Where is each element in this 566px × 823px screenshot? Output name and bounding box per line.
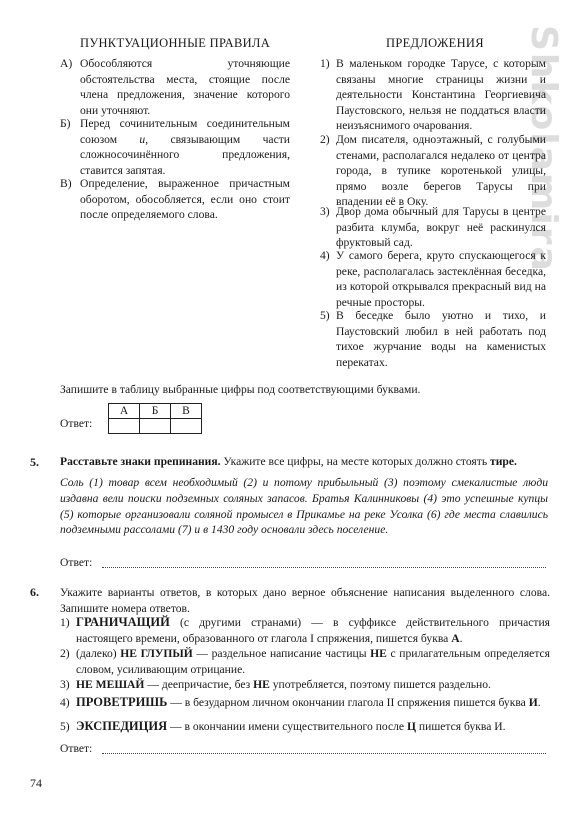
page-number: 74 xyxy=(30,776,42,790)
option-4: 4) ПРОВЕТРИШЬ — в безударном личном окончании глагола II спряжения пишется буква И. xyxy=(60,695,541,709)
rule-b xyxy=(60,116,290,178)
option-3: 3) НЕ МЕШАЙ — деепричастие, без НЕ употребляется, поэтому пишется раздельно. xyxy=(60,678,491,691)
table-instruction: Запишите в таблицу выбранные цифры под соответствующими буквами. xyxy=(60,383,421,396)
sentence-1: 1) В маленьком городке Тарусе, с которым связаны многие страницы жизни и деятельности Константина Георгиевича Паустовского, нельзя не поддаться власти неизъяснимого очарования. xyxy=(320,57,546,133)
rule-label: Б) xyxy=(60,117,71,130)
sentence-5: 5) В беседке было уютно и тихо, и Паустовский любил в ней работать под тихое журчание воды на каменистых перекатах. xyxy=(320,309,546,369)
answer-table xyxy=(108,403,202,434)
answer-cell-c[interactable] xyxy=(171,419,202,434)
table-header-b: Б xyxy=(140,404,171,419)
watermark: Shkolamira xyxy=(523,25,564,273)
rule-text: Обособляются уточняющие обстоятельства места, стоящие после члена предложения, значение которого они уточняют. xyxy=(80,57,290,117)
table-header-c: В xyxy=(171,404,202,419)
left-column-header: ПУНКТУАЦИОННЫЕ ПРАВИЛА xyxy=(80,36,271,50)
task-6-number: 6. xyxy=(30,585,39,599)
rule-c xyxy=(60,176,290,223)
task-5-instruction: Расставьте знаки препинания. Укажите все цифры, на месте которых должно стоять тире. xyxy=(60,455,517,468)
union-word: и xyxy=(139,132,146,146)
option-1: 1) ГРАНИЧАЩИЙ (с другими странами) — в суффиксе действительного причастия настоящего времени, образованного от глагола I спряжения, пишется буква А. xyxy=(60,615,550,645)
task-5-text: Соль (1) товар всем необходимый (2) и потому прибыльный (3) поэтому смекалистые люди издавна вели поиски подземных соляных запасов. Братья Калинниковы (4) это успешные купцы (5) которые организовали соляной промысел в Прикамье на реке Усолка (6) где места славились подземными рассолами (7) и в 1430 году основали здесь поселение. xyxy=(60,476,548,537)
table-header-a: А xyxy=(109,404,140,419)
task-5-answer-line[interactable] xyxy=(102,556,546,568)
answer-label: Ответ: xyxy=(60,417,93,430)
task-6-answer-line[interactable] xyxy=(102,742,546,754)
rule-text: Определение, выраженное причастным оборотом, обособляется, если оно стоит после определяемого слова. xyxy=(80,177,290,222)
task-6-answer-label: Ответ: xyxy=(60,742,93,755)
rule-text: Перед сочинительным соединительным союзом и, связывающим части сложносочинённого предложения, ставится запятая. xyxy=(80,117,290,177)
rule-label: А) xyxy=(60,57,73,70)
task-5-answer-label: Ответ: xyxy=(60,556,93,569)
answer-cell-a[interactable] xyxy=(109,419,140,434)
task-6-instruction: Укажите варианты ответов, в которых дано верное объяснение написания выделенного слова. Запишите номера ответов. xyxy=(60,586,550,615)
sentence-2: 2) Дом писателя, одноэтажный, с голубыми стенами, располагался недалеко от центра города, в тупике коротенькой улицы, прямо возле берегов Тарусы при впадении её в Оку. xyxy=(320,133,546,209)
rule-label: В) xyxy=(60,177,72,190)
option-2: 2) (далеко) НЕ ГЛУПЫЙ — раздельное написание частицы НЕ с прилагательным определяется словом, усиливающим отрицание. xyxy=(60,647,551,676)
option-5: 5) ЭКСПЕДИЦИЯ — в окончании имени существительного после Ц пишется буква И. xyxy=(60,719,506,733)
right-column-header: ПРЕДЛОЖЕНИЯ xyxy=(386,36,484,50)
sentence-4: 4) У самого берега, круто спускающегося к реке, располагалась застеклённая беседка, из которой открывался прекрасный вид на речные просторы. xyxy=(320,249,546,309)
task-5-number: 5. xyxy=(30,455,39,469)
sentence-3: 3) Двор дома обычный для Тарусы в центре разбита клумба, вокруг неё раскинулся фруктовый сад. xyxy=(320,205,546,250)
answer-cell-b[interactable] xyxy=(140,419,171,434)
rule-a xyxy=(60,56,290,118)
